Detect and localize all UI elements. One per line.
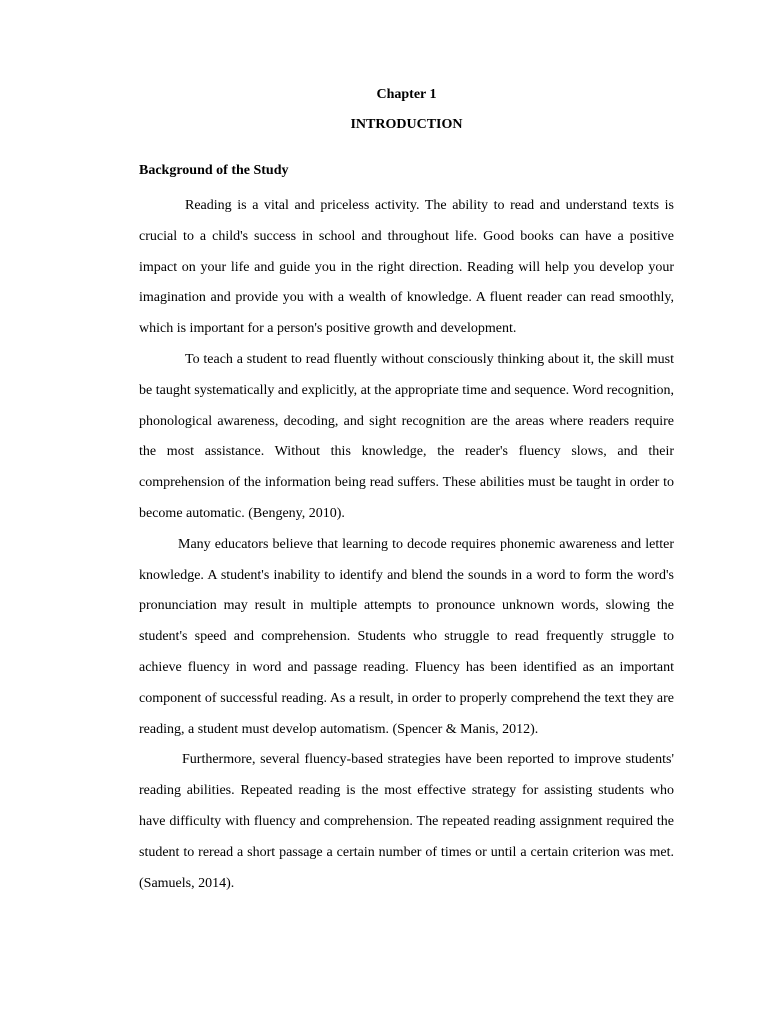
paragraph: Reading is a vital and priceless activity. The ability to read and understand texts is crucial to a child's success in school and throughout life. Good books can have a positive impact on your life and guide you in the right direction. Reading will help you develop your imagination and provide you with a wealth of knowledge. A fluent reader can read smoothly, which is important for a person's positive growth and development.: [139, 198, 674, 337]
paragraph: Many educators believe that learning to decode requires phonemic awareness and letter knowledge. A student's inability to identify and blend the sounds in a word to form the word's pronunciation may result in multiple attempts to pronounce unknown words, slowing the student's speed and comprehension. Students who struggle to read frequently struggle to achieve fluency in word and passage reading. Fluency has been identified as an important component of successful reading. As a result, in order to properly comprehend the text they are reading, a student must develop automatism. (Spencer & Manis, 2012).: [139, 536, 674, 737]
paragraph: Furthermore, several fluency-based strategies have been reported to improve students' reading abilities. Repeated reading is the most effective strategy for assisting students who have difficulty with fluency and comprehension. The repeated reading assignment required the student to reread a short passage a certain number of times or until a certain criterion was met. (Samuels, 2014).: [139, 752, 674, 891]
paragraph: To teach a student to read fluently without consciously thinking about it, the skill must be taught systematically and explicitly, at the appropriate time and sequence. Word recognition, phonological awareness, decoding, and sight recognition are the areas where readers require the most assistance. Without this knowledge, the reader's fluency slows, and their comprehension of the information being read suffers. These abilities must be taught in order to become automatic. (Bengeny, 2010).: [139, 351, 674, 521]
chapter-label: Chapter 1: [376, 87, 437, 102]
chapter-title: INTRODUCTION: [350, 117, 463, 132]
page-content: [139, 85, 674, 899]
section-heading: Background of the Study: [139, 163, 289, 178]
